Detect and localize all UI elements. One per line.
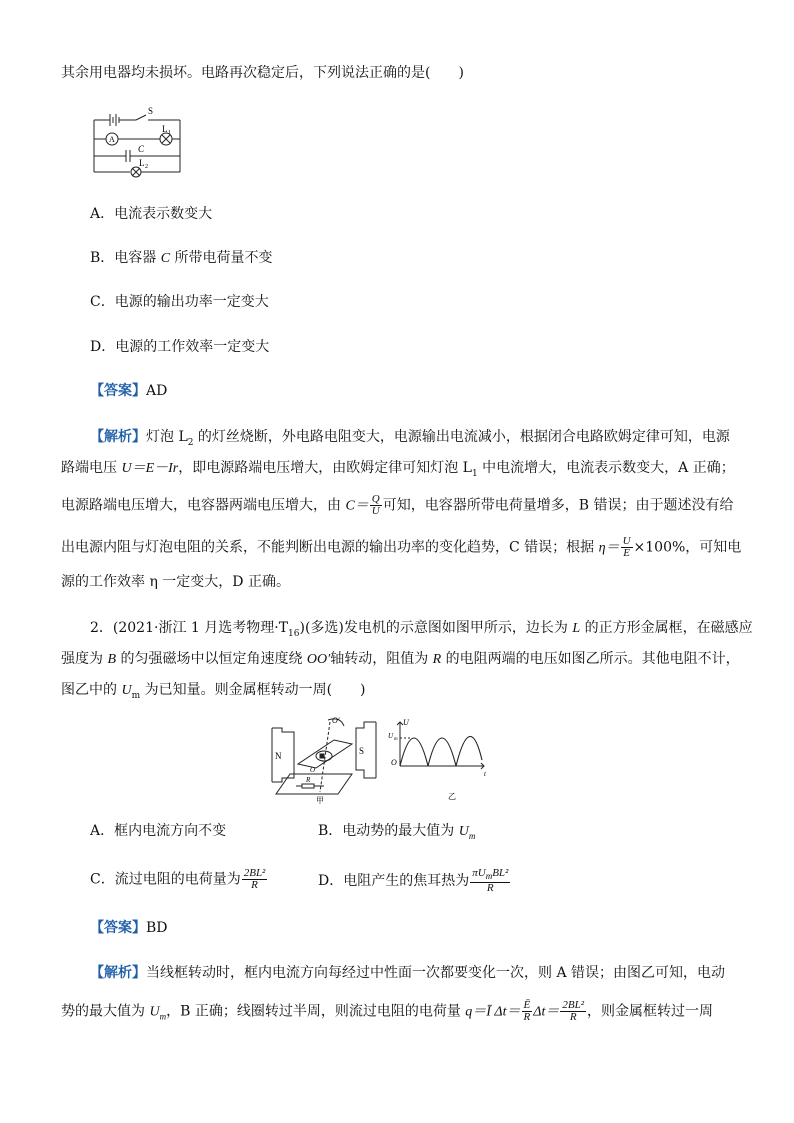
numerator: 2BL² bbox=[562, 999, 585, 1011]
text: 轴转动，阻值为 bbox=[330, 651, 433, 667]
text: 的匀强磁场中以恒定角速度绕 bbox=[116, 651, 307, 667]
option-letter: C． bbox=[90, 871, 115, 888]
figure-yi-caption: 乙 bbox=[448, 792, 456, 801]
denominator: R bbox=[486, 882, 494, 895]
formula: U＝E－Ir bbox=[121, 461, 179, 476]
text: 为已知量。则金属框转动一周( ) bbox=[140, 682, 366, 698]
q1-stem: 其余用电器均未损坏。电路再次稳定后，下列说法正确的是( ) bbox=[61, 65, 464, 81]
text: 强度为 bbox=[61, 651, 108, 667]
q1-answer bbox=[90, 381, 167, 401]
var: B bbox=[107, 652, 117, 667]
formula: C＝ bbox=[345, 498, 369, 514]
q1-option-a bbox=[90, 204, 212, 224]
figure-jia-caption: 甲 bbox=[316, 796, 324, 804]
option-letter: B． bbox=[318, 823, 343, 839]
answer-value: BD bbox=[146, 920, 168, 936]
option-text: 电源的输出功率一定变大 bbox=[114, 294, 269, 310]
lamp1-sub: 1 bbox=[168, 130, 171, 136]
numerator-head: πU bbox=[472, 867, 486, 879]
fraction-heat bbox=[470, 868, 510, 894]
formula: η＝ bbox=[598, 540, 620, 556]
text: 电源路端电压增大，电容器两端电压增大，由 bbox=[61, 497, 346, 514]
subscript: m bbox=[131, 690, 141, 701]
option-text: 电阻产生的焦耳热为 bbox=[343, 873, 470, 890]
analysis-label: 【解析】 bbox=[90, 965, 146, 981]
ammeter-label: A bbox=[109, 135, 115, 144]
denominator: R bbox=[523, 1011, 531, 1023]
resistor-label: R bbox=[306, 776, 311, 784]
option-text: 电动势的最大值为 bbox=[342, 823, 459, 839]
denominator: E bbox=[623, 547, 630, 559]
text: 的正方形金属框，在磁感应 bbox=[580, 620, 753, 636]
subscript: 1 bbox=[471, 468, 478, 479]
graph-x-axis-label: t bbox=[484, 770, 486, 778]
option-letter: A． bbox=[90, 206, 115, 222]
answer-label: 【答案】 bbox=[90, 383, 146, 399]
option-letter: D． bbox=[318, 873, 344, 890]
text: 图乙中的 bbox=[61, 682, 122, 698]
q1-option-d bbox=[90, 337, 269, 357]
text: 中电流增大，电流表示数变大，A 正确； bbox=[477, 460, 735, 476]
lamp1-label: L bbox=[162, 124, 168, 134]
subscript: m bbox=[159, 1011, 167, 1022]
denominator: R bbox=[569, 1011, 577, 1023]
var: R bbox=[432, 652, 442, 667]
q1-option-c bbox=[90, 292, 269, 312]
lamp2-label: L bbox=[139, 158, 145, 168]
option-letter: D． bbox=[90, 339, 116, 355]
option-text: 电源的工作效率一定变大 bbox=[115, 339, 270, 355]
text: 出电源内阻与灯泡电阻的关系，不能判断出电源的输出功率的变化趋势，C 错误；根据 bbox=[61, 539, 599, 556]
text: 路端电压 bbox=[61, 460, 122, 476]
text: 当线框转动时，框内电流方向每经过中性面一次都要变化一次，则 A 错误；由图乙可知，电动 bbox=[146, 965, 726, 981]
formula: q＝Ī Δt＝ bbox=[465, 1004, 521, 1020]
magnet-n-label: N bbox=[275, 751, 282, 761]
q2-option-d bbox=[318, 868, 511, 894]
q1-analysis-line4 bbox=[61, 536, 741, 559]
q2-stem-line1 bbox=[90, 618, 753, 644]
subscript: 16 bbox=[288, 628, 300, 639]
lamp2-sub: 2 bbox=[145, 164, 148, 170]
q2-analysis-line1 bbox=[90, 963, 725, 983]
numerator: U bbox=[622, 535, 631, 547]
voltage-graph-yi bbox=[388, 716, 494, 804]
text: ，B 正确；线圈转过半周，则流过电阻的电荷量 bbox=[166, 1003, 466, 1020]
text: 2．(2021·浙江 1 月选考物理·T bbox=[90, 620, 289, 636]
var: OO′ bbox=[306, 652, 331, 667]
cap-label: C bbox=[138, 144, 145, 154]
q2-option-a bbox=[90, 821, 226, 841]
numerator: Q bbox=[371, 493, 380, 505]
q2-answer bbox=[90, 918, 168, 938]
option-text: 框内电流方向不变 bbox=[114, 823, 227, 839]
text: ，则金属框转过一周 bbox=[587, 1003, 714, 1020]
option-var: U bbox=[458, 824, 469, 839]
text: 的灯丝烧断，外电路电阻变大，电源输出电流减小，根据闭合电路欧姆定律可知，电源 bbox=[193, 429, 730, 445]
fraction-2bl2-over-r bbox=[560, 1000, 586, 1023]
graph-um-label: U bbox=[388, 732, 394, 740]
numerator: 2BL² bbox=[243, 867, 266, 879]
circuit-diagram bbox=[88, 100, 188, 180]
formula: Δt＝ bbox=[533, 1004, 560, 1020]
graph-um-sub: m bbox=[394, 737, 398, 742]
generator-figure-jia bbox=[268, 714, 388, 804]
numerator: Ē bbox=[523, 999, 531, 1011]
subscript: m bbox=[485, 871, 493, 882]
q2-option-c bbox=[90, 868, 268, 891]
q1-analysis-line3 bbox=[61, 494, 734, 517]
var: U bbox=[149, 1004, 160, 1020]
numerator-tail: BL² bbox=[492, 867, 509, 879]
q2-analysis-line2 bbox=[61, 1000, 713, 1026]
fraction-e-over-r bbox=[522, 1000, 533, 1023]
option-text: 所带电荷量不变 bbox=[170, 250, 273, 266]
fraction-u-over-e bbox=[621, 536, 633, 559]
answer-label: 【答案】 bbox=[90, 920, 146, 936]
fraction-q-over-u bbox=[370, 494, 382, 517]
q2-stem-line2 bbox=[61, 649, 740, 670]
text: )(多选)发电机的示意图如图甲所示，边长为 bbox=[299, 620, 573, 636]
graph-origin-label: O bbox=[391, 758, 397, 767]
text: 的电阻两端的电压如图乙所示。其他电阻不计， bbox=[441, 651, 740, 667]
option-text: 电容器 bbox=[114, 250, 161, 266]
option-text: 流过电阻的电荷量为 bbox=[114, 871, 241, 888]
option-text: 电流表示数变大 bbox=[114, 206, 213, 222]
answer-value: AD bbox=[146, 383, 168, 399]
option-letter: A． bbox=[90, 823, 115, 839]
q2-option-b bbox=[318, 821, 475, 846]
graph-y-axis-label: U bbox=[403, 718, 409, 727]
text: 灯泡 L bbox=[146, 429, 188, 445]
axis-o-label: O bbox=[310, 766, 316, 774]
switch-label: S bbox=[148, 106, 154, 116]
analysis-label: 【解析】 bbox=[90, 429, 146, 445]
option-letter: C． bbox=[90, 294, 115, 310]
fraction-charge bbox=[242, 868, 268, 891]
q1-analysis-line2 bbox=[61, 458, 735, 484]
option-letter: B． bbox=[90, 250, 115, 266]
q1-option-b bbox=[90, 248, 273, 269]
numerator bbox=[470, 868, 510, 883]
q1-analysis-line1 bbox=[90, 427, 730, 453]
var: L bbox=[572, 621, 581, 636]
subscript: 2 bbox=[187, 437, 194, 448]
option-var: C bbox=[160, 251, 171, 266]
denominator: U bbox=[371, 505, 380, 517]
denominator: R bbox=[251, 879, 258, 891]
text: 势的最大值为 bbox=[61, 1003, 150, 1020]
var: U bbox=[121, 683, 132, 698]
subscript: m bbox=[468, 830, 476, 841]
text: ，即电源路端电压增大，由欧姆定律可知灯泡 L bbox=[178, 460, 472, 476]
q2-stem-line3 bbox=[61, 680, 366, 706]
text: 可知，电容器所带电荷量增多，B 错误；由于题述没有给 bbox=[382, 497, 734, 514]
axis-o-top-label: O′ bbox=[332, 716, 340, 725]
q1-analysis-line5: 源的工作效率 η 一定变大，D 正确。 bbox=[61, 574, 290, 590]
text: ×100%，可知电 bbox=[633, 539, 742, 556]
magnet-s-label: S bbox=[359, 746, 365, 756]
